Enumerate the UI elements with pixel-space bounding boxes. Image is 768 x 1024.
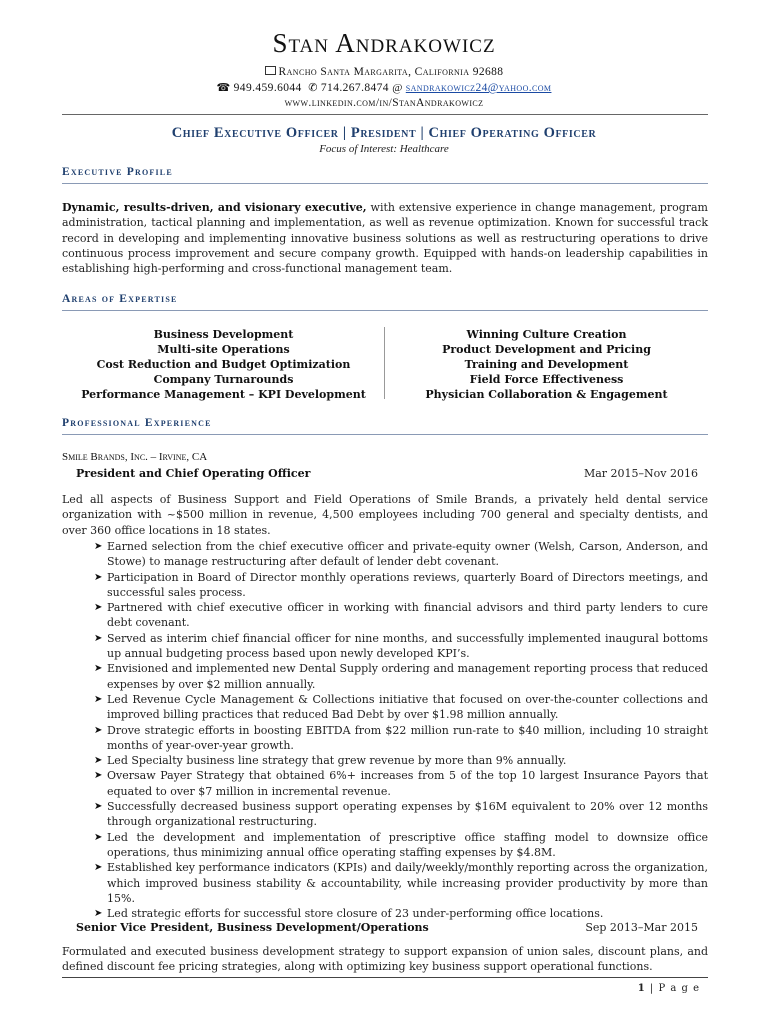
section-divider: [62, 434, 708, 435]
bullet-arrow-icon: ➤: [94, 602, 103, 614]
list-item: ➤ Envisioned and implemented new Dental Supply ordering and management reporting process that reduced expenses by over $2 million annually.: [94, 662, 708, 691]
expertise-item: Product Development and Pricing: [442, 343, 651, 357]
bullet-arrow-icon: ➤: [94, 693, 103, 705]
list-item: ➤ Led Specialty business line strategy that grew revenue by more than 9% annually.: [94, 754, 567, 768]
phone-icon: ☎: [216, 82, 231, 94]
email-icon: @: [392, 82, 403, 94]
bullet-arrow-icon: ➤: [94, 632, 103, 644]
bullet-arrow-icon: ➤: [94, 724, 103, 736]
page-footer: [638, 983, 700, 994]
list-item: ➤ Participation in Board of Director monthly operations reviews, quarterly Board of Directors meetings, and successful sales process.: [94, 570, 708, 599]
bullet-arrow-icon: ➤: [94, 755, 103, 767]
target-title: Chief Executive Officer | President | Chief Operating Officer: [171, 125, 597, 141]
expertise-item: Multi-site Operations: [157, 343, 290, 357]
profile-text: with extensive experience in change management, program administration, tactical planning and implementation, as well as revenue optimization. Known for successful track record in developing and implementing innovative business solutions as well as restructuring operations to drive continuous process improvement and secure company growth. Equipped with hands-on leadership capabilities in establishing high-performing and cross-functional management team.: [62, 201, 708, 276]
bullet-arrow-icon: ➤: [94, 831, 103, 843]
list-item: ➤ Led Revenue Cycle Management & Collections initiative that focused on over-the-counter collections and improved billing practices that reduced Bad Debt by over $1.98 million annually.: [94, 692, 708, 722]
role-dates: Sep 2013–Mar 2015: [585, 921, 698, 934]
bullet-arrow-icon: ➤: [94, 663, 103, 675]
expertise-item: Field Force Effectiveness: [469, 373, 624, 387]
expertise-item: Physician Collaboration & Engagement: [425, 388, 668, 402]
section-divider: [62, 183, 708, 184]
expertise-item: Business Development: [153, 328, 294, 341]
section-divider: [62, 310, 708, 311]
role-title: Senior Vice President, Business Development/Operations: [76, 921, 429, 934]
linkedin-url[interactable]: www.linkedin.com/in/StanAndrakowicz: [284, 97, 484, 109]
list-item: ➤ Successfully decreased business support operating expenses by $16M equivalent to 20% over 12 months through organizational restructuring.: [94, 800, 708, 829]
email-link[interactable]: sandrakowicz24@yahoo.com: [405, 82, 552, 94]
bullet-arrow-icon: ➤: [94, 770, 103, 782]
candidate-name: Stan Andrakowicz: [272, 28, 496, 58]
profile-paragraph: [62, 200, 708, 276]
page-number: 1: [637, 983, 646, 994]
list-item: ➤ Oversaw Payer Strategy that obtained 6%+ increases from 5 of the top 10 largest Insurance Payors that equated to over $7 million in incremental revenue.: [94, 769, 708, 798]
list-item: ➤ Established key performance indicators (KPIs) and daily/weekly/monthly reporting across the organization, which improved business stability & accountability, while increasing provider productivity by more than 15%.: [94, 861, 708, 905]
company-name: Smile Brands, Inc. – Irvine, CA: [62, 451, 208, 463]
expertise-item: Company Turnarounds: [153, 373, 294, 387]
expertise-item: Training and Development: [464, 358, 629, 372]
bullet-arrow-icon: ➤: [94, 541, 103, 552]
role-dates: Mar 2015–Nov 2016: [583, 467, 698, 480]
mail-icon: [265, 66, 276, 75]
bullet-arrow-icon: ➤: [94, 862, 103, 874]
address: Rancho Santa Margarita, California 92688: [278, 66, 504, 78]
profile-lead: Dynamic, results-driven, and visionary executive,: [62, 201, 367, 214]
phone-email-line: [0, 81, 768, 94]
expertise-grid: [62, 327, 708, 402]
footer-rule: [62, 977, 708, 978]
achievement-list: [62, 539, 708, 921]
phone-secondary: 714.267.8474: [320, 82, 389, 94]
phone-primary: 949.459.6044: [233, 82, 302, 94]
expertise-column-left: [62, 327, 385, 402]
header-rule: [62, 114, 708, 115]
list-item: ➤ Served as interim chief financial officer for nine months, and successfully implemented inaugural bottoms up annual budgeting process based upon newly developed KPI’s.: [94, 631, 708, 661]
bullet-arrow-icon: ➤: [94, 571, 103, 583]
role-title: President and Chief Operating Officer: [76, 467, 311, 480]
expertise-item: Cost Reduction and Budget Optimization: [96, 358, 351, 372]
section-heading-expertise: Areas of Expertise: [62, 293, 178, 305]
expertise-column-right: [385, 327, 708, 402]
section-heading-profile: Executive Profile: [62, 166, 173, 178]
list-item: ➤ Partnered with chief executive officer in working with financial advisors and third party lenders to cure debt covenant.: [94, 601, 708, 630]
list-item: ➤ Led the development and implementation of prescriptive office staffing model to downsize office operations, thus minimizing annual office operating staffing expenses by $4.8M.: [94, 830, 708, 859]
list-item: ➤ Drove strategic efforts in boosting EBITDA from $22 million run-rate to $40 million, including 10 straight months of year-over-year growth.: [94, 723, 708, 752]
page-label: | P a g e: [649, 983, 700, 994]
list-item: ➤ Earned selection from the chief executive officer and private-equity owner (Welsh, Carson, Anderson, and Stowe) to manage restructuring after default of lender debt covenant.: [94, 540, 708, 569]
expertise-item: Winning Culture Creation: [466, 328, 627, 341]
bullet-arrow-icon: ➤: [94, 801, 103, 813]
address-line: [0, 66, 768, 78]
bullet-arrow-icon: ➤: [94, 908, 103, 920]
focus-of-interest: Focus of Interest: Healthcare: [319, 143, 449, 155]
expertise-item: Performance Management – KPI Development: [81, 388, 366, 402]
mobile-icon: ✆: [308, 82, 318, 94]
section-heading-experience: Professional Experience: [62, 417, 212, 429]
role-summary: Formulated and executed business development strategy to support expansion of union sales, discount plans, and defined discount fee pricing strategies, along with optimizing key business support operational functions.: [62, 945, 708, 974]
role-summary: Led all aspects of Business Support and Field Operations of Smile Brands, a privately held dental service organization with ~$500 million in revenue, 4,500 employees including 700 general and specialty dentists, and over 360 office locations in 18 states.: [62, 493, 708, 537]
list-item: ➤ Led strategic efforts for successful store closure of 23 under-performing office locations.: [94, 907, 604, 921]
